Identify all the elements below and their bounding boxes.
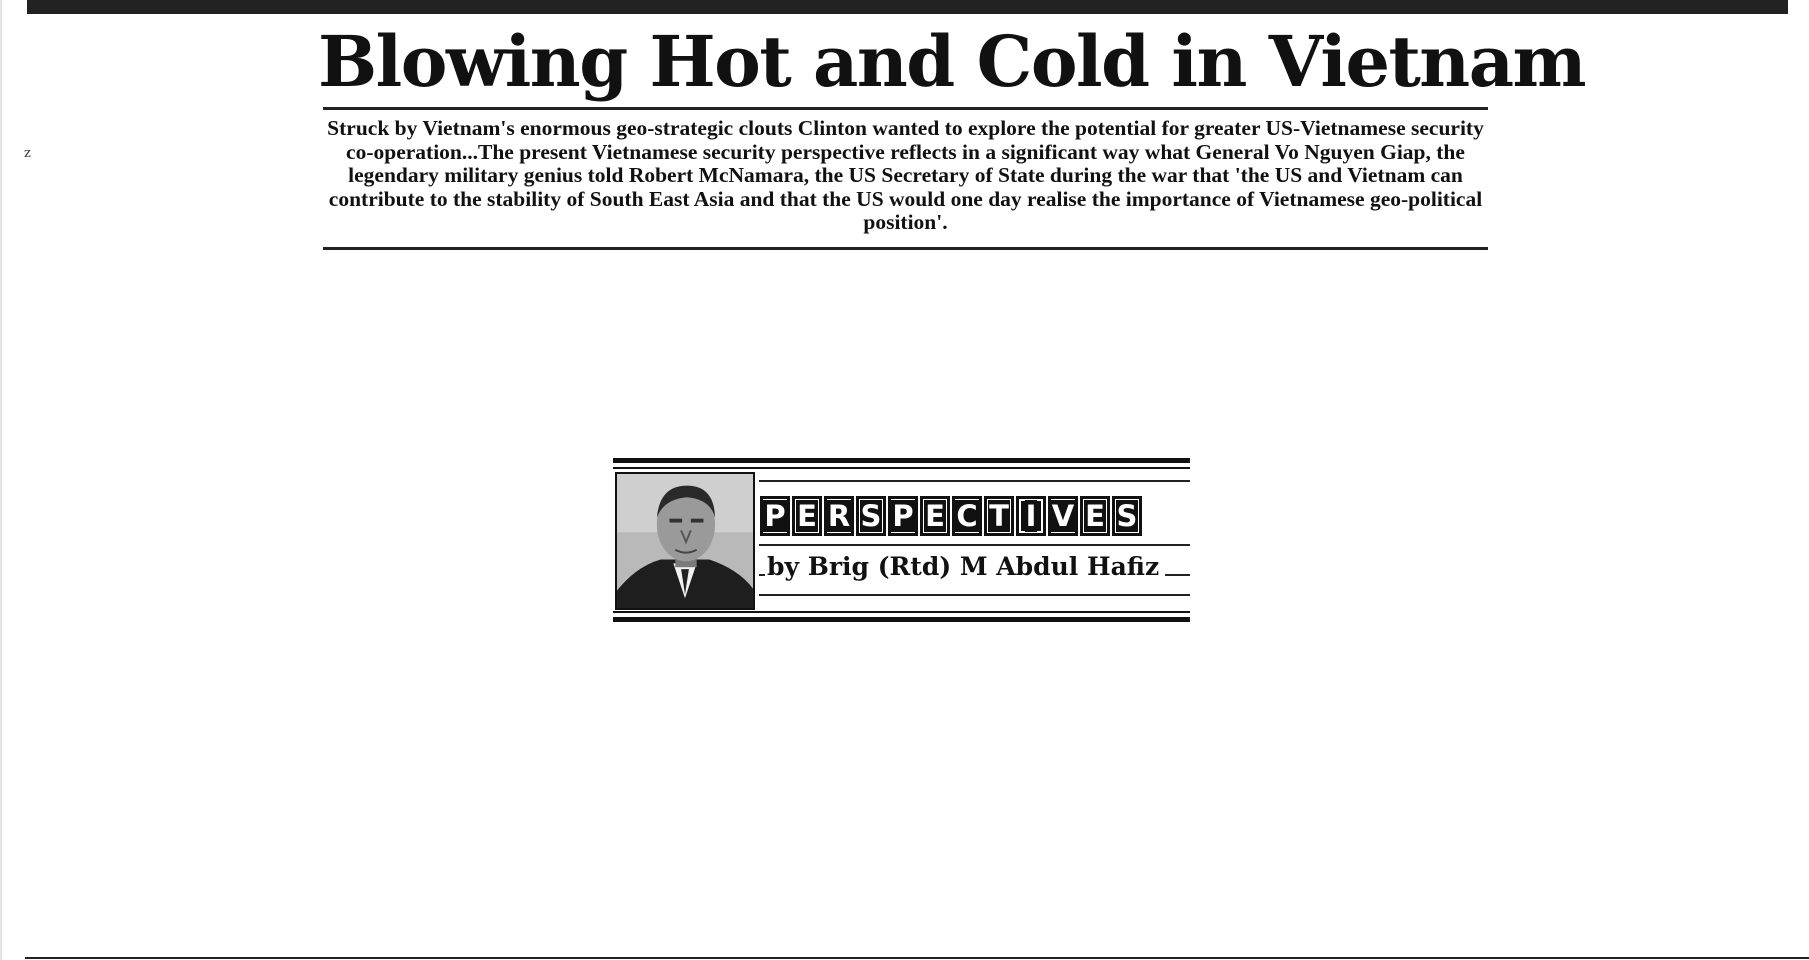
logo-rule xyxy=(613,467,1190,469)
title-letter: T xyxy=(989,499,1009,533)
logo-line xyxy=(759,544,1190,546)
left-page-edge xyxy=(0,0,2,960)
title-letter-tile xyxy=(856,496,886,536)
headline: Blowing Hot and Cold in Vietnam xyxy=(318,20,1586,103)
margin-mark: z xyxy=(24,146,31,161)
top-bar xyxy=(27,0,1788,14)
logo-rule xyxy=(613,458,1190,463)
title-letter: S xyxy=(860,499,882,533)
title-letter-tile xyxy=(1112,496,1142,536)
logo-rule xyxy=(613,611,1190,613)
title-letter: I xyxy=(1025,499,1037,533)
byline: by Brig (Rtd) M Abdul Hafiz xyxy=(765,552,1165,582)
title-letter-tile xyxy=(888,496,918,536)
title-letter: V xyxy=(1051,499,1075,533)
title-letter: E xyxy=(1085,499,1105,533)
standfirst-top-rule xyxy=(323,107,1488,110)
title-letter: P xyxy=(892,499,914,533)
title-letter: P xyxy=(764,499,786,533)
logo-line xyxy=(759,594,1190,596)
title-letter: E xyxy=(797,499,817,533)
title-letter: C xyxy=(956,499,978,533)
column-byline-logo xyxy=(613,458,1190,622)
title-letter-tile xyxy=(1080,496,1110,536)
title-letter-tile xyxy=(1048,496,1078,536)
standfirst: Struck by Vietnam's enormous geo-strategic clouts Clinton wanted to explore the potential for greater US-Vietnamese security co-operation...The present Vietnamese security perspective reflects in a significant way what General Vo Nguyen Giap, the legendary military genius told Robert McNamara, the US Secretary of State during the war that 'the US and Vietnam can contribute to the stability of South East Asia and that the US would one day realise the importance of Vietnamese geo-political position'. xyxy=(327,116,1484,234)
title-letter-tile xyxy=(952,496,982,536)
title-letter-tile xyxy=(984,496,1014,536)
author-portrait xyxy=(615,472,755,610)
title-letter-tile xyxy=(760,496,790,536)
perspectives-tiles xyxy=(760,496,1142,536)
bottom-rule xyxy=(25,957,1809,959)
title-letter: S xyxy=(1116,499,1138,533)
logo-rule xyxy=(613,617,1190,622)
title-letter-tile xyxy=(824,496,854,536)
logo-line xyxy=(759,480,1190,482)
logo-side-lines xyxy=(759,472,1190,610)
title-letter: R xyxy=(827,499,851,533)
author-portrait-drawing xyxy=(617,474,753,608)
title-letter-tile xyxy=(792,496,822,536)
title-letter-tile xyxy=(920,496,950,536)
title-letter-tile xyxy=(1016,496,1046,536)
standfirst-bottom-rule xyxy=(323,247,1488,250)
title-letter: E xyxy=(925,499,945,533)
